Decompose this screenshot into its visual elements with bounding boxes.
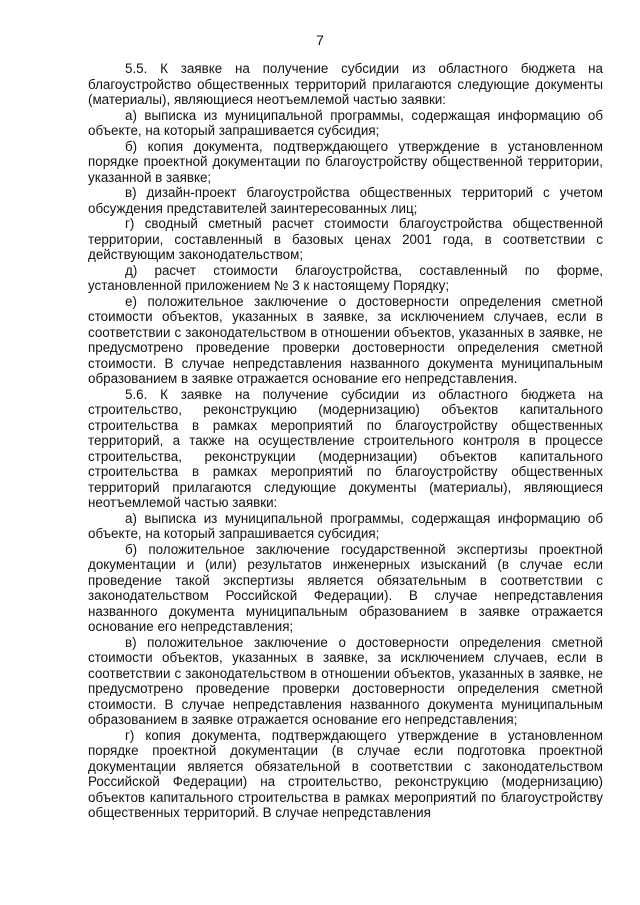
- paragraph-5-6-intro: 5.6. К заявке на получение субсидии из областного бюджета на строительство, реконструкцию (модернизацию) объектов капитального строительства в рамках мероприятий по благоустройству общественных территорий, а также на осуществление строительного контроля в процессе строительства, реконструкции (модернизации) объектов капитального строительства в рамках мероприятий по благоустройству общественных территорий прилагаются следующие документы (материалы), являющиеся неотъемлемой частью заявки:: [88, 386, 603, 510]
- paragraph-5-5-b: б) копия документа, подтверждающего утверждение в установленном порядке проектной документации по благоустройству общественной территории, указанной в заявке;: [88, 138, 603, 185]
- paragraph-5-5-e: е) положительное заключение о достоверности определения сметной стоимости объектов, указанных в заявке, за исключением случаев, если в соответствии с законодательством в отношении объектов, указанных в заявке, не предусмотрено проведение проверки достоверности определения сметной стоимости. В случае непредставления названного документа муниципальным образованием в заявке отражается основание его непредставления.: [88, 293, 603, 386]
- paragraph-5-6-a: а) выписка из муниципальной программы, содержащая информацию об объекте, на который запрашивается субсидия;: [88, 510, 603, 541]
- document-body: [88, 61, 603, 821]
- paragraph-5-5-intro: 5.5. К заявке на получение субсидии из областного бюджета на благоустройство общественных территорий прилагаются следующие документы (материалы), являющиеся неотъемлемой частью заявки:: [88, 61, 603, 107]
- paragraph-5-5-g: г) сводный сметный расчет стоимости благоустройства общественной территории, составленный в базовых ценах 2001 года, в соответствии с действующим законодательством;: [88, 216, 603, 262]
- paragraph-5-5-d: д) расчет стоимости благоустройства, составленный по форме, установленной приложением № 3 к настоящему Порядку;: [88, 262, 603, 293]
- paragraph-5-6-b: б) положительное заключение государственной экспертизы проектной документации и (или) результатов инженерных изысканий (в случае если проведение такой экспертизы является обязательным в соответствии с законодательством Российской Федерации). В случае непредставления названного документа муниципальным образованием в заявке отражается основание его непредставления;: [88, 541, 603, 634]
- paragraph-5-6-g: г) копия документа, подтверждающего утверждение в установленном порядке проектной документации (в случае если подготовка проектной документации является обязательной в соответствии с законодательством Российской Федерации) на строительство, реконструкцию (модернизацию) объектов капитального строительства в рамках мероприятий по благоустройству общественных территорий. В случае непредставления: [88, 727, 603, 820]
- page-number: 7: [316, 32, 324, 48]
- paragraph-5-5-v: в) дизайн-проект благоустройства общественных территорий с учетом обсуждения представителей заинтересованных лиц;: [88, 185, 603, 216]
- paragraph-5-5-a: а) выписка из муниципальной программы, содержащая информацию об объекте, на который запрашивается субсидия;: [88, 107, 603, 138]
- paragraph-5-6-v: в) положительное заключение о достоверности определения сметной стоимости объектов, указанных в заявке, за исключением случаев, если в соответствии с законодательством в отношении объектов, указанных в заявке, не предусмотрено проведение проверки достоверности определения сметной стоимости. В случае непредставления названного документа муниципальным образованием в заявке отражается основание его непредставления;: [88, 634, 603, 727]
